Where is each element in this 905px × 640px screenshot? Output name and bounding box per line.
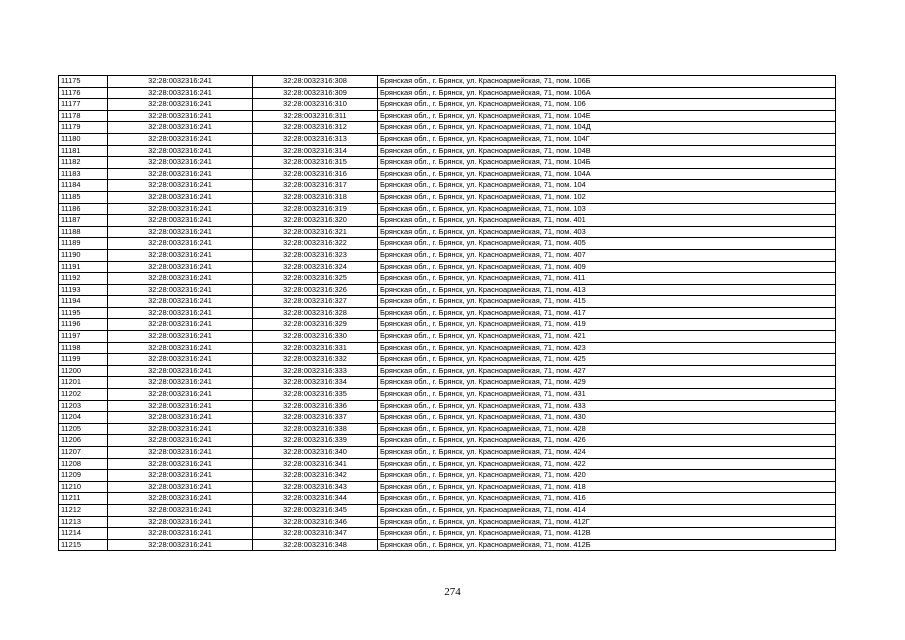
address-cell: Брянская обл., г. Брянск, ул. Красноармейская, 71, пом. 417 [378,307,836,319]
address-cell: Брянская обл., г. Брянск, ул. Красноармейская, 71, пом. 430 [378,412,836,424]
table-row [59,412,836,424]
cadastral-number-cell: 32:28:0032316:347 [253,528,378,540]
parent-cadastral-number-cell: 32:28:0032316:241 [108,249,253,261]
table-row [59,331,836,343]
parent-cadastral-number-cell: 32:28:0032316:241 [108,99,253,111]
parent-cadastral-number-cell: 32:28:0032316:241 [108,238,253,250]
cadastral-number-cell: 32:28:0032316:314 [253,145,378,157]
cadastral-number-cell: 32:28:0032316:312 [253,122,378,134]
row-number-cell: 11177 [59,99,108,111]
parent-cadastral-number-cell: 32:28:0032316:241 [108,516,253,528]
row-number-cell: 11198 [59,342,108,354]
row-number-cell: 11210 [59,481,108,493]
parent-cadastral-number-cell: 32:28:0032316:241 [108,423,253,435]
address-cell: Брянская обл., г. Брянск, ул. Красноармейская, 71, пом. 412Б [378,539,836,551]
address-cell: Брянская обл., г. Брянск, ул. Красноармейская, 71, пом. 428 [378,423,836,435]
cadastral-number-cell: 32:28:0032316:339 [253,435,378,447]
row-number-cell: 11187 [59,215,108,227]
parent-cadastral-number-cell: 32:28:0032316:241 [108,470,253,482]
address-cell: Брянская обл., г. Брянск, ул. Красноармейская, 71, пом. 429 [378,377,836,389]
cadastral-number-cell: 32:28:0032316:310 [253,99,378,111]
address-cell: Брянская обл., г. Брянск, ул. Красноармейская, 71, пом. 104Д [378,122,836,134]
table-row [59,435,836,447]
cadastral-number-cell: 32:28:0032316:335 [253,389,378,401]
row-number-cell: 11209 [59,470,108,482]
table-row [59,238,836,250]
table-row [59,180,836,192]
address-cell: Брянская обл., г. Брянск, ул. Красноармейская, 71, пом. 412В [378,528,836,540]
cadastral-number-cell: 32:28:0032316:344 [253,493,378,505]
parent-cadastral-number-cell: 32:28:0032316:241 [108,87,253,99]
table-row [59,157,836,169]
parent-cadastral-number-cell: 32:28:0032316:241 [108,331,253,343]
cadastral-number-cell: 32:28:0032316:331 [253,342,378,354]
parent-cadastral-number-cell: 32:28:0032316:241 [108,191,253,203]
row-number-cell: 11176 [59,87,108,99]
parent-cadastral-number-cell: 32:28:0032316:241 [108,296,253,308]
parent-cadastral-number-cell: 32:28:0032316:241 [108,261,253,273]
row-number-cell: 11213 [59,516,108,528]
row-number-cell: 11195 [59,307,108,319]
cadastral-number-cell: 32:28:0032316:323 [253,249,378,261]
parent-cadastral-number-cell: 32:28:0032316:241 [108,354,253,366]
cadastral-number-cell: 32:28:0032316:333 [253,365,378,377]
parent-cadastral-number-cell: 32:28:0032316:241 [108,504,253,516]
table-row [59,377,836,389]
cadastral-number-cell: 32:28:0032316:321 [253,226,378,238]
cadastral-number-cell: 32:28:0032316:328 [253,307,378,319]
table-row [59,354,836,366]
cadastral-number-cell: 32:28:0032316:318 [253,191,378,203]
address-cell: Брянская обл., г. Брянск, ул. Красноармейская, 71, пом. 426 [378,435,836,447]
table-row [59,87,836,99]
cadastral-number-cell: 32:28:0032316:324 [253,261,378,273]
row-number-cell: 11212 [59,504,108,516]
address-cell: Брянская обл., г. Брянск, ул. Красноармейская, 71, пом. 415 [378,296,836,308]
row-number-cell: 11186 [59,203,108,215]
parent-cadastral-number-cell: 32:28:0032316:241 [108,226,253,238]
row-number-cell: 11200 [59,365,108,377]
table-row [59,203,836,215]
row-number-cell: 11185 [59,191,108,203]
cadastral-number-cell: 32:28:0032316:337 [253,412,378,424]
cadastral-number-cell: 32:28:0032316:343 [253,481,378,493]
table-row [59,99,836,111]
row-number-cell: 11179 [59,122,108,134]
table-row [59,110,836,122]
parent-cadastral-number-cell: 32:28:0032316:241 [108,435,253,447]
table-row [59,133,836,145]
address-cell: Брянская обл., г. Брянск, ул. Красноармейская, 71, пом. 418 [378,481,836,493]
table-row [59,319,836,331]
row-number-cell: 11211 [59,493,108,505]
address-cell: Брянская обл., г. Брянск, ул. Красноармейская, 71, пом. 427 [378,365,836,377]
table-row [59,470,836,482]
address-cell: Брянская обл., г. Брянск, ул. Красноармейская, 71, пом. 102 [378,191,836,203]
parent-cadastral-number-cell: 32:28:0032316:241 [108,377,253,389]
row-number-cell: 11206 [59,435,108,447]
table-row [59,528,836,540]
table-row [59,481,836,493]
cadastral-number-cell: 32:28:0032316:322 [253,238,378,250]
parent-cadastral-number-cell: 32:28:0032316:241 [108,133,253,145]
table-row [59,504,836,516]
address-cell: Брянская обл., г. Брянск, ул. Красноармейская, 71, пом. 431 [378,389,836,401]
cadastral-number-cell: 32:28:0032316:341 [253,458,378,470]
cadastral-number-cell: 32:28:0032316:334 [253,377,378,389]
row-number-cell: 11194 [59,296,108,308]
address-cell: Брянская обл., г. Брянск, ул. Красноармейская, 71, пом. 413 [378,284,836,296]
row-number-cell: 11184 [59,180,108,192]
row-number-cell: 11193 [59,284,108,296]
cadastral-number-cell: 32:28:0032316:319 [253,203,378,215]
parent-cadastral-number-cell: 32:28:0032316:241 [108,215,253,227]
address-cell: Брянская обл., г. Брянск, ул. Красноармейская, 71, пом. 104Е [378,110,836,122]
table-row [59,261,836,273]
cadastral-number-cell: 32:28:0032316:346 [253,516,378,528]
address-cell: Брянская обл., г. Брянск, ул. Красноармейская, 71, пом. 433 [378,400,836,412]
cadastral-number-cell: 32:28:0032316:325 [253,273,378,285]
row-number-cell: 11205 [59,423,108,435]
address-cell: Брянская обл., г. Брянск, ул. Красноармейская, 71, пом. 414 [378,504,836,516]
parent-cadastral-number-cell: 32:28:0032316:241 [108,493,253,505]
registry-table-body [59,76,836,551]
parent-cadastral-number-cell: 32:28:0032316:241 [108,389,253,401]
address-cell: Брянская обл., г. Брянск, ул. Красноармейская, 71, пом. 422 [378,458,836,470]
row-number-cell: 11196 [59,319,108,331]
parent-cadastral-number-cell: 32:28:0032316:241 [108,273,253,285]
table-row [59,168,836,180]
cadastral-number-cell: 32:28:0032316:327 [253,296,378,308]
address-cell: Брянская обл., г. Брянск, ул. Красноармейская, 71, пом. 412Г [378,516,836,528]
parent-cadastral-number-cell: 32:28:0032316:241 [108,400,253,412]
parent-cadastral-number-cell: 32:28:0032316:241 [108,447,253,459]
table-row [59,122,836,134]
table-row [59,215,836,227]
table-row [59,226,836,238]
parent-cadastral-number-cell: 32:28:0032316:241 [108,145,253,157]
table-row [59,307,836,319]
cadastral-number-cell: 32:28:0032316:345 [253,504,378,516]
parent-cadastral-number-cell: 32:28:0032316:241 [108,528,253,540]
address-cell: Брянская обл., г. Брянск, ул. Красноармейская, 71, пом. 403 [378,226,836,238]
row-number-cell: 11215 [59,539,108,551]
address-cell: Брянская обл., г. Брянск, ул. Красноармейская, 71, пом. 104 [378,180,836,192]
cadastral-number-cell: 32:28:0032316:342 [253,470,378,482]
row-number-cell: 11188 [59,226,108,238]
parent-cadastral-number-cell: 32:28:0032316:241 [108,122,253,134]
table-row [59,342,836,354]
address-cell: Брянская обл., г. Брянск, ул. Красноармейская, 71, пом. 401 [378,215,836,227]
address-cell: Брянская обл., г. Брянск, ул. Красноармейская, 71, пом. 106 [378,99,836,111]
address-cell: Брянская обл., г. Брянск, ул. Красноармейская, 71, пом. 421 [378,331,836,343]
parent-cadastral-number-cell: 32:28:0032316:241 [108,458,253,470]
table-row [59,145,836,157]
page-number: 274 [444,586,461,598]
table-row [59,423,836,435]
address-cell: Брянская обл., г. Брянск, ул. Красноармейская, 71, пом. 104Г [378,133,836,145]
row-number-cell: 11204 [59,412,108,424]
parent-cadastral-number-cell: 32:28:0032316:241 [108,365,253,377]
address-cell: Брянская обл., г. Брянск, ул. Красноармейская, 71, пом. 411 [378,273,836,285]
address-cell: Брянская обл., г. Брянск, ул. Красноармейская, 71, пом. 419 [378,319,836,331]
cadastral-number-cell: 32:28:0032316:332 [253,354,378,366]
cadastral-number-cell: 32:28:0032316:313 [253,133,378,145]
table-row [59,191,836,203]
row-number-cell: 11207 [59,447,108,459]
table-row [59,296,836,308]
address-cell: Брянская обл., г. Брянск, ул. Красноармейская, 71, пом. 420 [378,470,836,482]
address-cell: Брянская обл., г. Брянск, ул. Красноармейская, 71, пом. 106А [378,87,836,99]
cadastral-number-cell: 32:28:0032316:348 [253,539,378,551]
cadastral-number-cell: 32:28:0032316:330 [253,331,378,343]
parent-cadastral-number-cell: 32:28:0032316:241 [108,481,253,493]
address-cell: Брянская обл., г. Брянск, ул. Красноармейская, 71, пом. 104В [378,145,836,157]
table-row [59,76,836,88]
table-row [59,400,836,412]
row-number-cell: 11202 [59,389,108,401]
address-cell: Брянская обл., г. Брянск, ул. Красноармейская, 71, пом. 423 [378,342,836,354]
table-row [59,447,836,459]
row-number-cell: 11191 [59,261,108,273]
parent-cadastral-number-cell: 32:28:0032316:241 [108,110,253,122]
parent-cadastral-number-cell: 32:28:0032316:241 [108,157,253,169]
row-number-cell: 11175 [59,76,108,88]
row-number-cell: 11183 [59,168,108,180]
address-cell: Брянская обл., г. Брянск, ул. Красноармейская, 71, пом. 106Б [378,76,836,88]
table-row [59,389,836,401]
address-cell: Брянская обл., г. Брянск, ул. Красноармейская, 71, пом. 416 [378,493,836,505]
table-row [59,516,836,528]
address-cell: Брянская обл., г. Брянск, ул. Красноармейская, 71, пом. 409 [378,261,836,273]
table-row [59,539,836,551]
parent-cadastral-number-cell: 32:28:0032316:241 [108,412,253,424]
row-number-cell: 11192 [59,273,108,285]
row-number-cell: 11208 [59,458,108,470]
row-number-cell: 11178 [59,110,108,122]
cadastral-number-cell: 32:28:0032316:336 [253,400,378,412]
table-row [59,493,836,505]
cadastral-number-cell: 32:28:0032316:338 [253,423,378,435]
cadastral-number-cell: 32:28:0032316:308 [253,76,378,88]
row-number-cell: 11181 [59,145,108,157]
row-number-cell: 11182 [59,157,108,169]
cadastral-number-cell: 32:28:0032316:329 [253,319,378,331]
address-cell: Брянская обл., г. Брянск, ул. Красноармейская, 71, пом. 405 [378,238,836,250]
row-number-cell: 11180 [59,133,108,145]
parent-cadastral-number-cell: 32:28:0032316:241 [108,180,253,192]
cadastral-number-cell: 32:28:0032316:326 [253,284,378,296]
cadastral-number-cell: 32:28:0032316:316 [253,168,378,180]
cadastral-number-cell: 32:28:0032316:320 [253,215,378,227]
address-cell: Брянская обл., г. Брянск, ул. Красноармейская, 71, пом. 104А [378,168,836,180]
cadastral-number-cell: 32:28:0032316:315 [253,157,378,169]
table-row [59,249,836,261]
cadastral-number-cell: 32:28:0032316:309 [253,87,378,99]
parent-cadastral-number-cell: 32:28:0032316:241 [108,319,253,331]
parent-cadastral-number-cell: 32:28:0032316:241 [108,539,253,551]
row-number-cell: 11189 [59,238,108,250]
address-cell: Брянская обл., г. Брянск, ул. Красноармейская, 71, пом. 407 [378,249,836,261]
parent-cadastral-number-cell: 32:28:0032316:241 [108,342,253,354]
parent-cadastral-number-cell: 32:28:0032316:241 [108,76,253,88]
cadastral-number-cell: 32:28:0032316:340 [253,447,378,459]
parent-cadastral-number-cell: 32:28:0032316:241 [108,307,253,319]
row-number-cell: 11214 [59,528,108,540]
registry-table [58,75,836,551]
address-cell: Брянская обл., г. Брянск, ул. Красноармейская, 71, пом. 425 [378,354,836,366]
cadastral-number-cell: 32:28:0032316:317 [253,180,378,192]
parent-cadastral-number-cell: 32:28:0032316:241 [108,284,253,296]
parent-cadastral-number-cell: 32:28:0032316:241 [108,203,253,215]
parent-cadastral-number-cell: 32:28:0032316:241 [108,168,253,180]
table-row [59,284,836,296]
row-number-cell: 11201 [59,377,108,389]
row-number-cell: 11190 [59,249,108,261]
address-cell: Брянская обл., г. Брянск, ул. Красноармейская, 71, пом. 103 [378,203,836,215]
address-cell: Брянская обл., г. Брянск, ул. Красноармейская, 71, пом. 104Б [378,157,836,169]
cadastral-number-cell: 32:28:0032316:311 [253,110,378,122]
row-number-cell: 11197 [59,331,108,343]
table-row [59,458,836,470]
address-cell: Брянская обл., г. Брянск, ул. Красноармейская, 71, пом. 424 [378,447,836,459]
table-row [59,365,836,377]
row-number-cell: 11203 [59,400,108,412]
row-number-cell: 11199 [59,354,108,366]
table-row [59,273,836,285]
